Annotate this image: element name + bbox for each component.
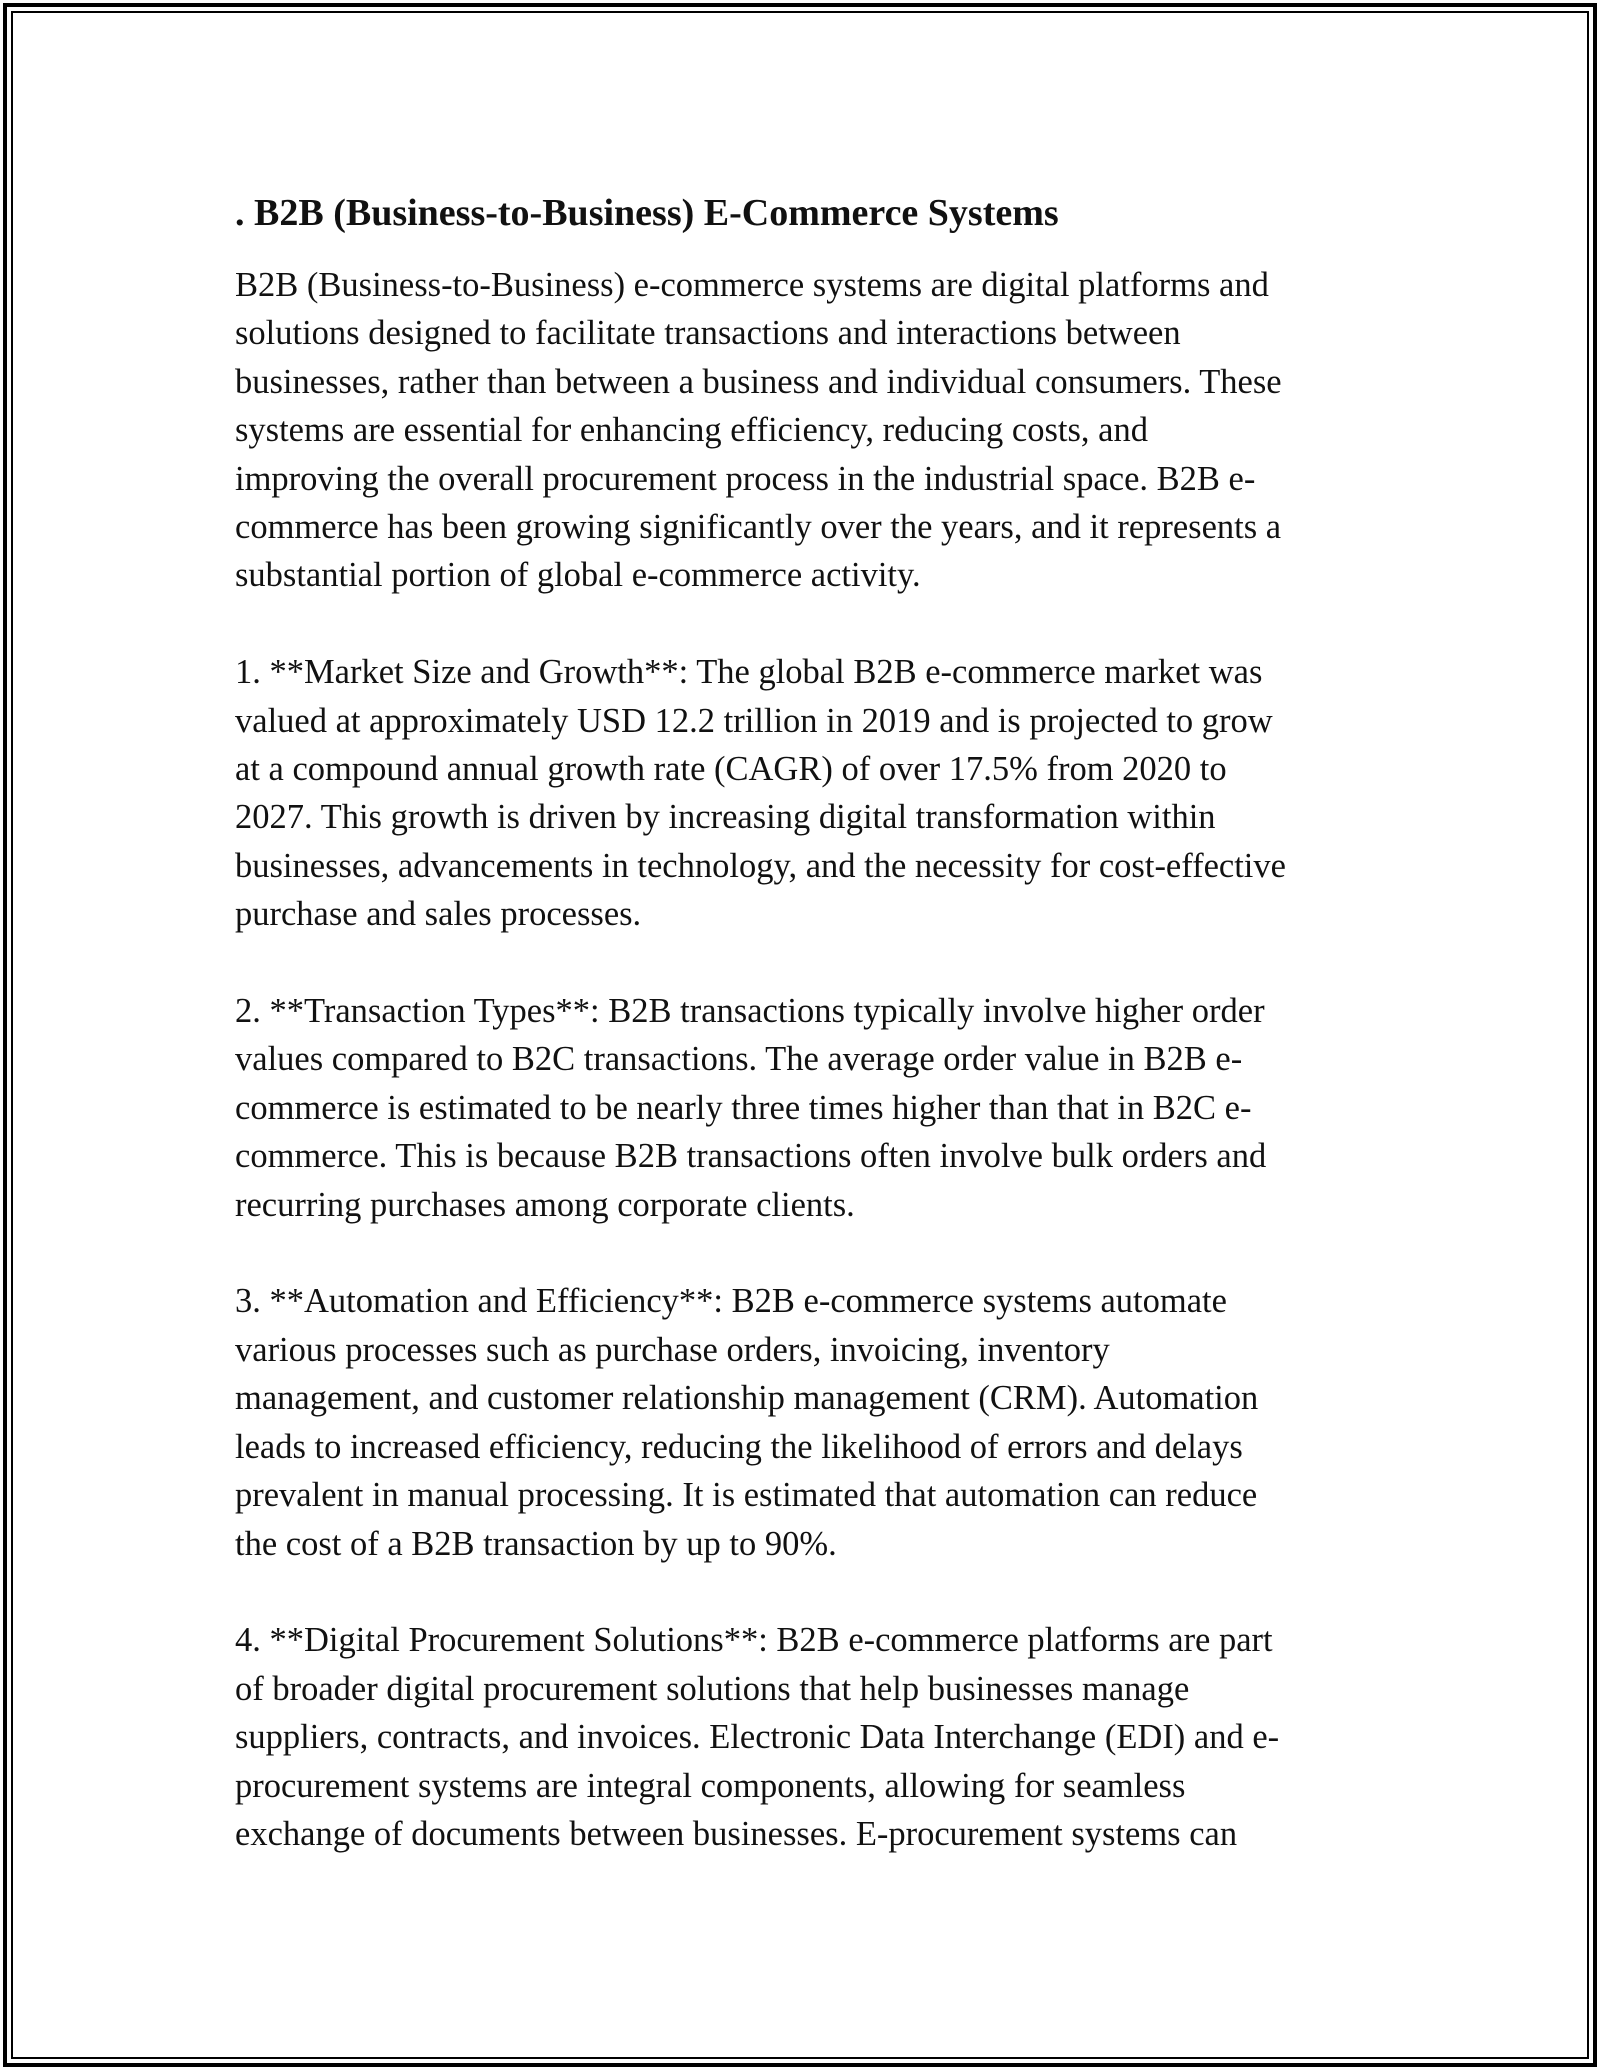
document-title: . B2B (Business-to-Business) E-Commerce Systems bbox=[235, 192, 1059, 234]
text-line: 4. **Digital Procurement Solutions**: B2B e-commerce platforms are part bbox=[235, 1621, 1273, 1660]
text-line: valued at approximately USD 12.2 trillion in 2019 and is projected to grow bbox=[235, 701, 1273, 740]
document-body bbox=[235, 185, 1365, 1907]
text-line: recurring purchases among corporate clients. bbox=[235, 1185, 855, 1224]
text-line: commerce has been growing significantly over the years, and it represents a bbox=[235, 508, 1282, 547]
text-line: various processes such as purchase orders, invoicing, inventory bbox=[235, 1330, 1110, 1369]
text-line: 3. **Automation and Efficiency**: B2B e-commerce systems automate bbox=[235, 1282, 1227, 1321]
text-line: prevalent in manual processing. It is estimated that automation can reduce bbox=[235, 1476, 1258, 1515]
paragraph-market-size bbox=[235, 648, 1365, 938]
text-line: commerce is estimated to be nearly three times higher than that in B2C e- bbox=[235, 1088, 1252, 1127]
text-line: values compared to B2C transactions. The average order value in B2B e- bbox=[235, 1040, 1243, 1079]
text-line: purchase and sales processes. bbox=[235, 895, 642, 934]
text-line: of broader digital procurement solutions that help businesses manage bbox=[235, 1669, 1190, 1708]
text-line: systems are essential for enhancing efficiency, reducing costs, and bbox=[235, 411, 1148, 450]
text-line: the cost of a B2B transaction by up to 90%. bbox=[235, 1524, 837, 1563]
text-line: B2B (Business-to-Business) e-commerce systems are digital platforms and bbox=[235, 266, 1269, 304]
text-line: exchange of documents between businesses. E-procurement systems can bbox=[235, 1814, 1238, 1853]
text-line: businesses, rather than between a business and individual consumers. These bbox=[235, 362, 1282, 401]
paragraph-transaction-types bbox=[235, 987, 1365, 1229]
paragraph-digital-procurement bbox=[235, 1616, 1365, 1858]
text-line: substantial portion of global e-commerce activity. bbox=[235, 556, 921, 595]
text-line: suppliers, contracts, and invoices. Electronic Data Interchange (EDI) and e- bbox=[235, 1718, 1280, 1757]
text-line: leads to increased efficiency, reducing the likelihood of errors and delays bbox=[235, 1427, 1243, 1466]
text-line: improving the overall procurement process in the industrial space. B2B e- bbox=[235, 459, 1256, 498]
text-line: businesses, advancements in technology, and the necessity for cost-effective bbox=[235, 846, 1286, 885]
paragraph-intro bbox=[235, 261, 1365, 600]
text-line: 2. **Transaction Types**: B2B transactions typically involve higher order bbox=[235, 992, 1265, 1031]
text-line: at a compound annual growth rate (CAGR) of over 17.5% from 2020 to bbox=[235, 750, 1227, 789]
text-line: management, and customer relationship management (CRM). Automation bbox=[235, 1379, 1259, 1418]
text-line: commerce. This is because B2B transactions often involve bulk orders and bbox=[235, 1137, 1267, 1176]
paragraph-automation bbox=[235, 1277, 1365, 1567]
text-line: 2027. This growth is driven by increasing digital transformation within bbox=[235, 798, 1216, 837]
text-line: solutions designed to facilitate transactions and interactions between bbox=[235, 314, 1181, 353]
text-line: procurement systems are integral components, allowing for seamless bbox=[235, 1766, 1186, 1805]
text-line: 1. **Market Size and Growth**: The global B2B e-commerce market was bbox=[235, 653, 1263, 692]
